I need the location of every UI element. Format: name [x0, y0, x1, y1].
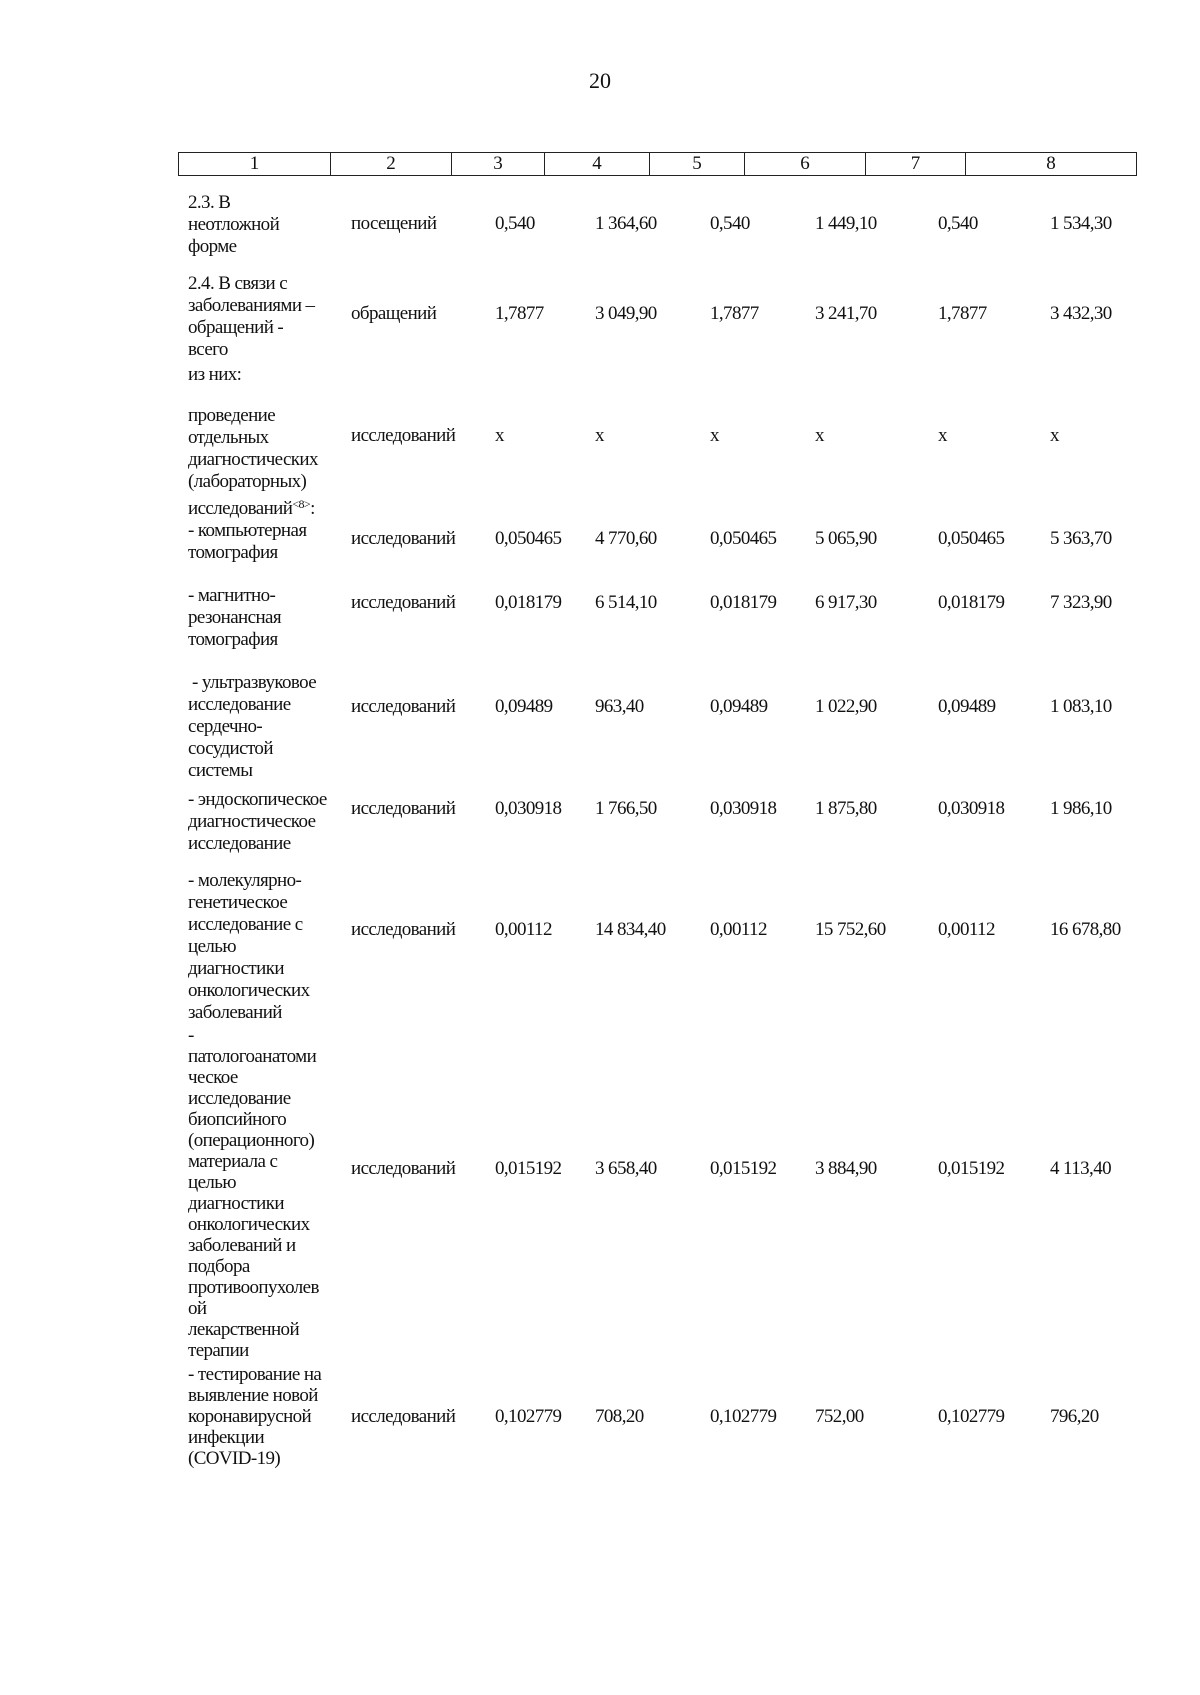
value-cell: 4 770,60	[595, 528, 657, 549]
row-label	[188, 789, 358, 855]
row-label-line: - тестирование на	[188, 1364, 322, 1385]
value-cell: 1 364,60	[595, 213, 657, 234]
row-label-line: из них:	[188, 364, 242, 385]
row-label-line: - магнитно-	[188, 585, 276, 606]
row-label	[188, 1364, 358, 1469]
row-label-line: сосудистой	[188, 738, 273, 759]
value-cell: 1 534,30	[1050, 213, 1112, 234]
value-cell: 0,09489	[495, 696, 553, 717]
value-cell: 963,40	[595, 696, 644, 717]
unit-cell: исследований	[351, 425, 456, 446]
row-label-line: целью	[188, 936, 236, 957]
value-cell: 3 658,40	[595, 1158, 657, 1179]
value-cell: 0,030918	[710, 798, 777, 819]
value-cell: 1 766,50	[595, 798, 657, 819]
row-label-line: исследование	[188, 1088, 291, 1109]
row-label-line: диагностических	[188, 449, 318, 470]
value-cell: 16 678,80	[1050, 919, 1121, 940]
unit-cell: исследований	[351, 1158, 456, 1179]
value-cell: 3 884,90	[815, 1158, 877, 1179]
row-label-suffix: :	[310, 498, 315, 519]
row-label-line: сердечно-	[188, 716, 263, 737]
value-cell: х	[815, 425, 824, 446]
row-label-line: исследование	[188, 833, 291, 854]
row-label-line: обращений -	[188, 317, 284, 338]
row-label-line: заболеваний	[188, 1002, 282, 1023]
column-header: 3	[452, 153, 545, 176]
value-cell: 6 514,10	[595, 592, 657, 613]
row-label-line: диагностическое	[188, 811, 316, 832]
value-cell: 0,102779	[938, 1406, 1005, 1427]
value-cell: 708,20	[595, 1406, 644, 1427]
row-label-line: отдельных	[188, 427, 269, 448]
value-cell: 0,015192	[495, 1158, 562, 1179]
value-cell: х	[938, 425, 947, 446]
value-cell: 0,018179	[710, 592, 777, 613]
row-label	[188, 585, 358, 651]
row-label	[188, 672, 358, 782]
row-label-line: системы	[188, 760, 253, 781]
unit-cell: обращений	[351, 303, 437, 324]
value-cell: 0,030918	[495, 798, 562, 819]
value-cell: 1,7877	[495, 303, 544, 324]
footnote-marker: <8>	[292, 497, 311, 511]
value-cell: 0,050465	[710, 528, 777, 549]
value-cell: 6 917,30	[815, 592, 877, 613]
row-label-line: генетическое	[188, 892, 288, 913]
row-label-line: патологоанатоми	[188, 1046, 317, 1067]
column-header: 8	[966, 153, 1137, 176]
value-cell: 0,050465	[938, 528, 1005, 549]
value-cell: 3 241,70	[815, 303, 877, 324]
row-label	[188, 520, 358, 564]
value-cell: 5 065,90	[815, 528, 877, 549]
value-cell: 0,050465	[495, 528, 562, 549]
value-cell: 7 323,90	[1050, 592, 1112, 613]
row-label-line: томография	[188, 542, 278, 563]
value-cell: 0,102779	[710, 1406, 777, 1427]
column-header: 7	[866, 153, 966, 176]
value-cell: 0,540	[938, 213, 978, 234]
row-label	[188, 192, 358, 258]
row-label-line: онкологических	[188, 1214, 310, 1235]
value-cell: 0,102779	[495, 1406, 562, 1427]
unit-cell: исследований	[351, 919, 456, 940]
row-label-line: целью	[188, 1172, 236, 1193]
unit-cell: исследований	[351, 592, 456, 613]
row-label-line: заболеваниями –	[188, 295, 315, 316]
row-label-line: материала с	[188, 1151, 278, 1172]
row-label	[188, 364, 358, 386]
unit-cell: исследований	[351, 1406, 456, 1427]
value-cell: 0,09489	[710, 696, 768, 717]
row-label-line: (лабораторных)	[188, 471, 307, 492]
row-label-line: - компьютерная	[188, 520, 307, 541]
value-cell: х	[1050, 425, 1059, 446]
row-label-line: томография	[188, 629, 278, 650]
row-label-line: - эндоскопическое	[188, 789, 327, 810]
unit-cell: исследований	[351, 798, 456, 819]
row-label	[188, 870, 358, 1024]
value-cell: 4 113,40	[1050, 1158, 1111, 1179]
value-cell: 0,00112	[938, 919, 995, 940]
row-label-line: лекарственной	[188, 1319, 300, 1340]
row-label-line: форме	[188, 236, 237, 257]
value-cell: 3 432,30	[1050, 303, 1112, 324]
value-cell: 1 083,10	[1050, 696, 1112, 717]
row-label-line: онкологических	[188, 980, 310, 1001]
value-cell: 1 875,80	[815, 798, 877, 819]
value-cell: 0,018179	[938, 592, 1005, 613]
value-cell: 0,015192	[710, 1158, 777, 1179]
column-header: 2	[331, 153, 452, 176]
unit-cell: исследований	[351, 696, 456, 717]
value-cell: х	[710, 425, 719, 446]
value-cell: 0,00112	[710, 919, 767, 940]
row-label-line: диагностики	[188, 958, 284, 979]
value-cell: 1 986,10	[1050, 798, 1112, 819]
value-cell: 1 022,90	[815, 696, 877, 717]
value-cell: 0,09489	[938, 696, 996, 717]
value-cell: 3 049,90	[595, 303, 657, 324]
row-label-line	[188, 493, 358, 520]
row-label	[188, 1025, 358, 1361]
row-label-line: заболеваний и	[188, 1235, 296, 1256]
row-label-line: (операционного)	[188, 1130, 315, 1151]
row-label	[188, 405, 358, 520]
row-label-line: коронавирусной	[188, 1406, 312, 1427]
row-label-line: ческое	[188, 1067, 238, 1088]
value-cell: 0,018179	[495, 592, 562, 613]
unit-cell: исследований	[351, 528, 456, 549]
value-cell: 1,7877	[710, 303, 759, 324]
column-header: 6	[745, 153, 866, 176]
row-label-line: инфекции	[188, 1427, 265, 1448]
value-cell: 14 834,40	[595, 919, 666, 940]
row-label-line: исследование	[188, 694, 291, 715]
unit-cell: посещений	[351, 213, 437, 234]
row-label-line: неотложной	[188, 214, 280, 235]
row-label-line: подбора	[188, 1256, 250, 1277]
row-label-line: 2.4. В связи с	[188, 273, 288, 294]
column-header: 1	[179, 153, 331, 176]
row-label-line: резонансная	[188, 607, 282, 628]
row-label-line: ой	[188, 1298, 207, 1319]
row-label-line: - ультразвуковое	[192, 672, 317, 693]
value-cell: 0,00112	[495, 919, 552, 940]
row-label-line: проведение	[188, 405, 276, 426]
column-header-row	[178, 152, 1137, 176]
value-cell: 15 752,60	[815, 919, 886, 940]
row-label-line: противоопухолев	[188, 1277, 319, 1298]
row-label-line: диагностики	[188, 1193, 284, 1214]
row-label-line: биопсийного	[188, 1109, 287, 1130]
row-label-line: всего	[188, 339, 228, 360]
row-label-line: -	[188, 1025, 194, 1046]
value-cell: 1,7877	[938, 303, 987, 324]
column-header: 4	[545, 153, 650, 176]
row-label-line: выявление новой	[188, 1385, 318, 1406]
row-label-text: исследований	[188, 498, 293, 519]
row-label-line: - молекулярно-	[188, 870, 302, 891]
value-cell: х	[495, 425, 504, 446]
page-number: 20	[589, 68, 611, 93]
row-label	[188, 273, 358, 361]
value-cell: 1 449,10	[815, 213, 877, 234]
column-header: 5	[650, 153, 745, 176]
value-cell: 0,540	[495, 213, 535, 234]
value-cell: 5 363,70	[1050, 528, 1112, 549]
value-cell: 752,00	[815, 1406, 864, 1427]
value-cell: 0,015192	[938, 1158, 1005, 1179]
row-label-line: (COVID-19)	[188, 1448, 281, 1469]
row-label-line: терапии	[188, 1340, 249, 1361]
value-cell: х	[595, 425, 604, 446]
value-cell: 0,540	[710, 213, 750, 234]
value-cell: 0,030918	[938, 798, 1005, 819]
row-label-line: исследование с	[188, 914, 303, 935]
value-cell: 796,20	[1050, 1406, 1099, 1427]
row-label-line: 2.3. В	[188, 192, 231, 213]
